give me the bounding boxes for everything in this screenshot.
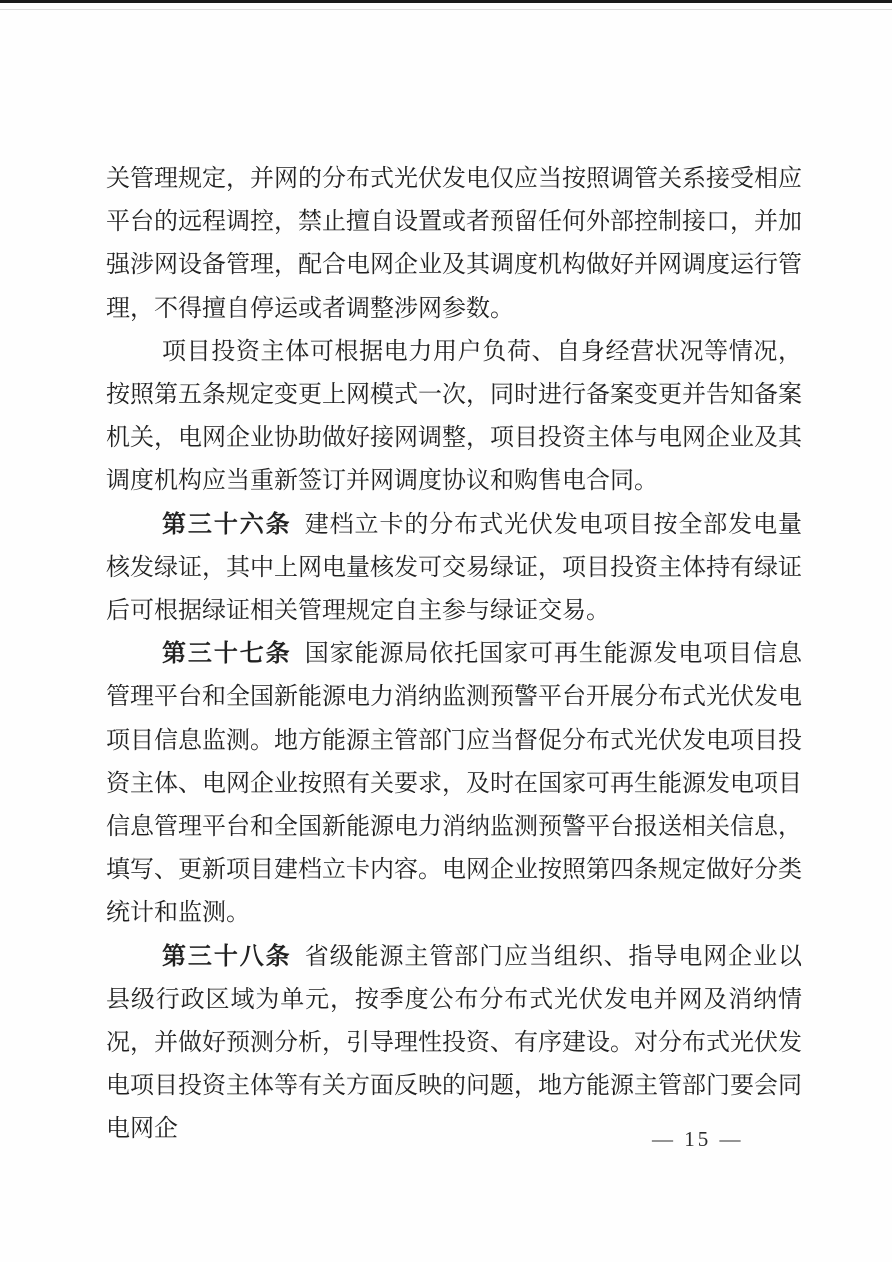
paragraph — [106, 158, 802, 331]
page-number: — 15 — — [652, 1127, 744, 1151]
paragraph — [106, 504, 802, 634]
paragraph-text: 国家能源局依托国家可再生能源发电项目信息管理平台和全国新能源电力消纳监测预警平台开展分布式光伏发电项目信息监测。地方能源主管部门应当督促分布式光伏发电项目投资主体、电网企业按照有关要求，及时在国家可再生能源发电项目信息管理平台和全国新能源电力消纳监测预警平台报送相关信息，填写、更新项目建档立卡内容。电网企业按照第四条规定做好分类统计和监测。 — [106, 641, 803, 927]
paragraph-text: 关管理规定，并网的分布式光伏发电仅应当按照调管关系接受相应平台的远程调控，禁止擅自设置或者预留任何外部控制接口，并加强涉网设备管理，配合电网企业及其调度机构做好并网调度运行管理，不得擅自停运或者调整涉网参数。 — [106, 166, 802, 322]
scan-top-faint-line — [0, 9, 892, 10]
document-body — [106, 158, 802, 1152]
article-number: 第三十六条 — [162, 511, 292, 538]
paragraph — [106, 633, 802, 935]
scan-top-edge-line — [0, 0, 892, 3]
article-number: 第三十七条 — [162, 641, 292, 668]
paragraph-text: 项目投资主体可根据电力用户负荷、自身经营状况等情况，按照第五条规定变更上网模式一次，同时进行备案变更并告知备案机关，电网企业协助做好接网调整，项目投资主体与电网企业及其调度机构应当重新签订并网调度协议和购售电合同。 — [106, 338, 802, 495]
paragraph — [106, 936, 802, 1152]
paragraph-text: 省级能源主管部门应当组织、指导电网企业以县级行政区域为单元，按季度公布分布式光伏发电并网及消纳情况，并做好预测分析，引导理性投资、有序建设。对分布式光伏发电项目投资主体等有关方面反映的问题，地方能源主管部门要会同电网企 — [106, 943, 803, 1143]
article-number: 第三十八条 — [162, 943, 292, 970]
paragraph — [106, 331, 802, 504]
paragraph-text: 建档立卡的分布式光伏发电项目按全部发电量核发绿证，其中上网电量核发可交易绿证，项目投资主体持有绿证后可根据绿证相关管理规定自主参与绿证交易。 — [106, 511, 803, 625]
